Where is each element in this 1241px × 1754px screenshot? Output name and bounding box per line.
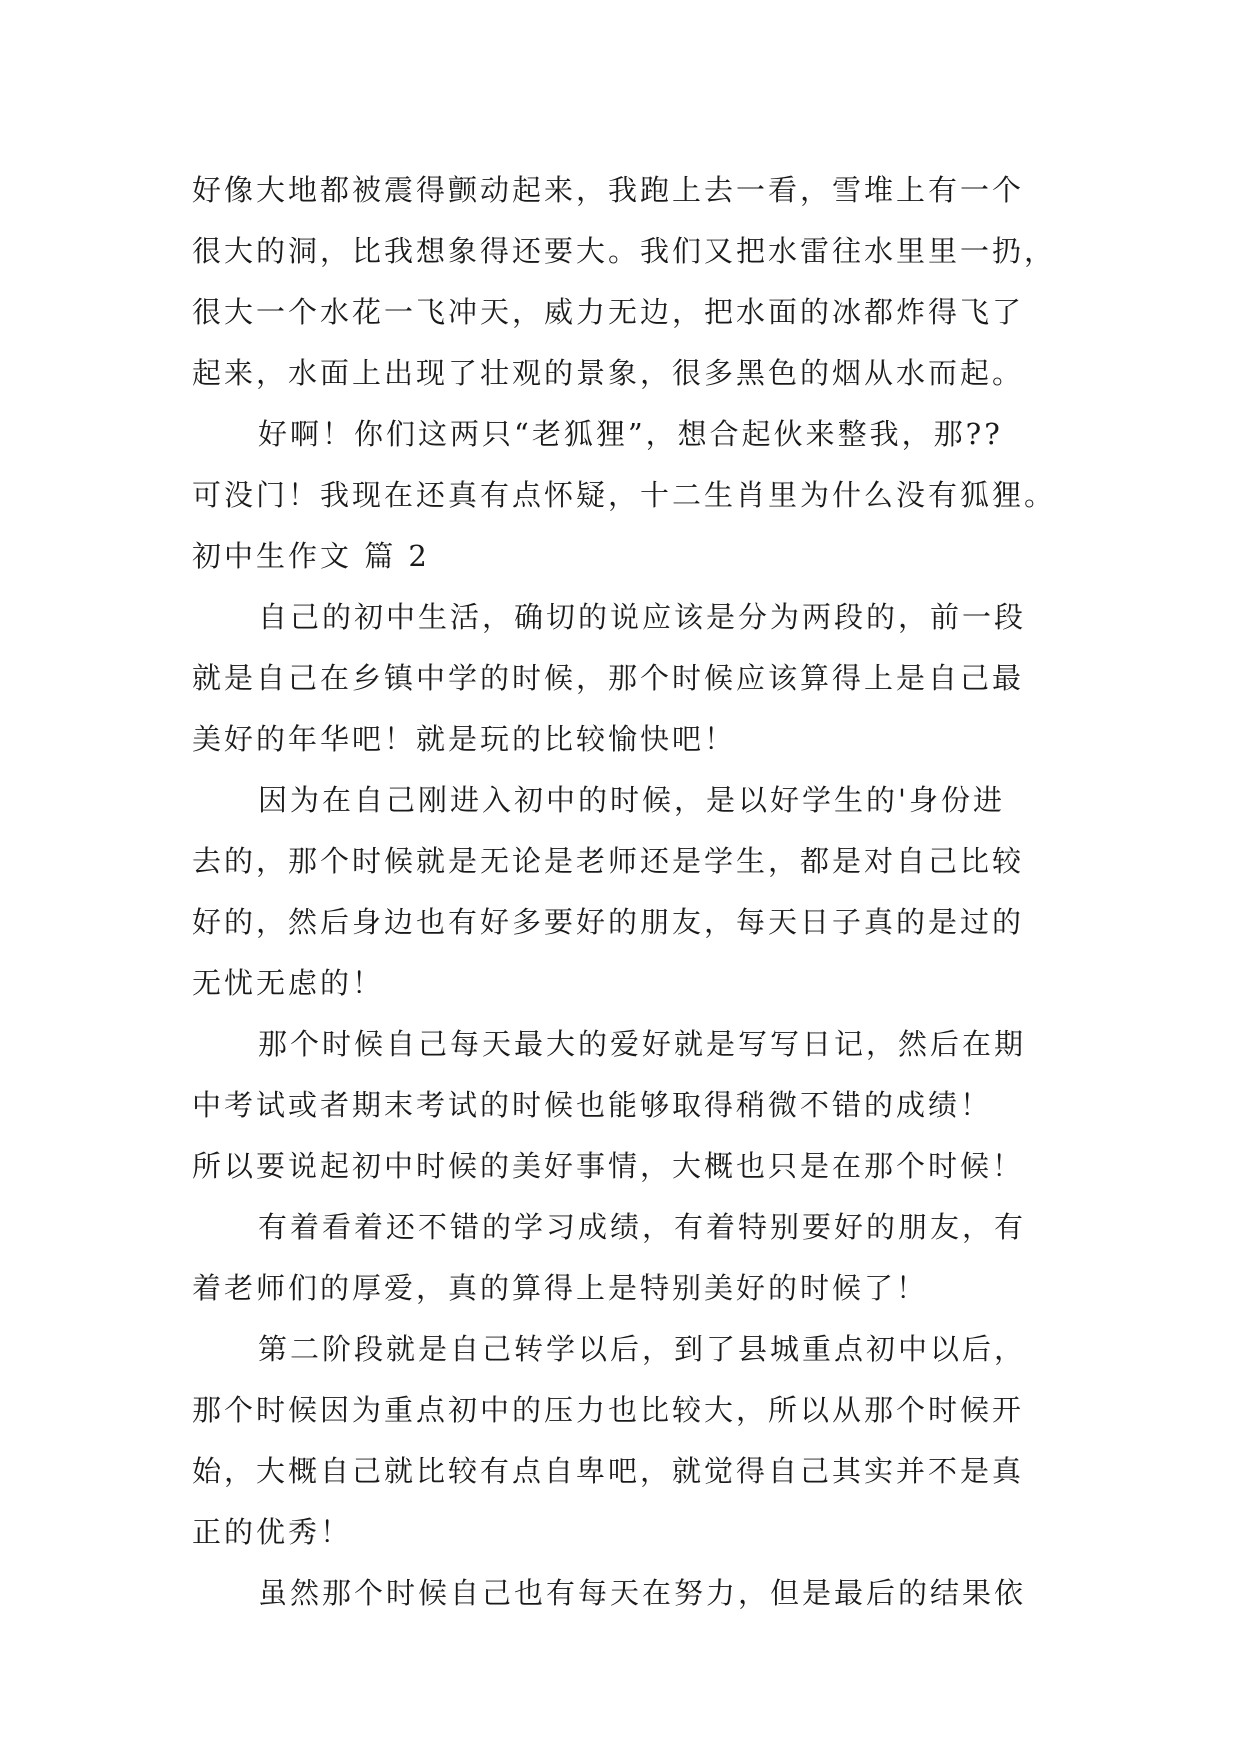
- text-line: 始，大概自己就比较有点自卑吧，就觉得自己其实并不是真: [192, 1454, 1025, 1488]
- text-line: 很大一个水花一飞冲天，威力无边，把水面的冰都炸得飞了: [192, 295, 1025, 329]
- text-line: 美好的年华吧！就是玩的比较愉快吧！: [192, 722, 737, 756]
- paragraph-start-line: 第二阶段就是自己转学以后，到了县城重点初中以后，: [258, 1332, 1027, 1366]
- paragraph-start-line: 自己的初中生活，确切的说应该是分为两段的，前一段: [258, 600, 1027, 634]
- section-heading: 初中生作文 篇 2: [192, 539, 430, 573]
- text-line: 起来，水面上出现了壮观的景象，很多黑色的烟从水而起。: [192, 356, 1025, 390]
- text-line: 可没门！我现在还真有点怀疑，十二生肖里为什么没有狐狸。: [192, 478, 1057, 512]
- paragraph-start-line: 有着看着还不错的学习成绩，有着特别要好的朋友，有: [258, 1210, 1027, 1244]
- paragraph-start-line: 因为在自己刚进入初中的时候，是以好学生的'身份进: [258, 783, 1005, 817]
- text-line: 中考试或者期末考试的时候也能够取得稍微不错的成绩！: [192, 1088, 993, 1122]
- text-line: 正的优秀！: [192, 1515, 353, 1549]
- document-body: [192, 160, 1057, 1624]
- text-line: 那个时候因为重点初中的压力也比较大，所以从那个时候开: [192, 1393, 1025, 1427]
- text-line: 好像大地都被震得颤动起来，我跑上去一看，雪堆上有一个: [192, 173, 1025, 207]
- paragraph-start-line: 好啊！你们这两只“老狐狸”，想合起伙来整我，那??: [258, 417, 1003, 451]
- paragraph-start-line: 虽然那个时候自己也有每天在努力，但是最后的结果依: [258, 1576, 1027, 1610]
- text-line: 着老师们的厚爱，真的算得上是特别美好的时候了！: [192, 1271, 929, 1305]
- text-line: 就是自己在乡镇中学的时候，那个时候应该算得上是自己最: [192, 661, 1025, 695]
- text-line: 无忧无虑的！: [192, 966, 385, 1000]
- text-line: 所以要说起初中时候的美好事情，大概也只是在那个时候！: [192, 1149, 1025, 1183]
- text-line: 很大的洞，比我想象得还要大。我们又把水雷往水里里一扔，: [192, 234, 1057, 268]
- paragraph-start-line: 那个时候自己每天最大的爱好就是写写日记，然后在期: [258, 1027, 1027, 1061]
- text-line: 好的，然后身边也有好多要好的朋友，每天日子真的是过的: [192, 905, 1025, 939]
- text-line: 去的，那个时候就是无论是老师还是学生，都是对自己比较: [192, 844, 1025, 878]
